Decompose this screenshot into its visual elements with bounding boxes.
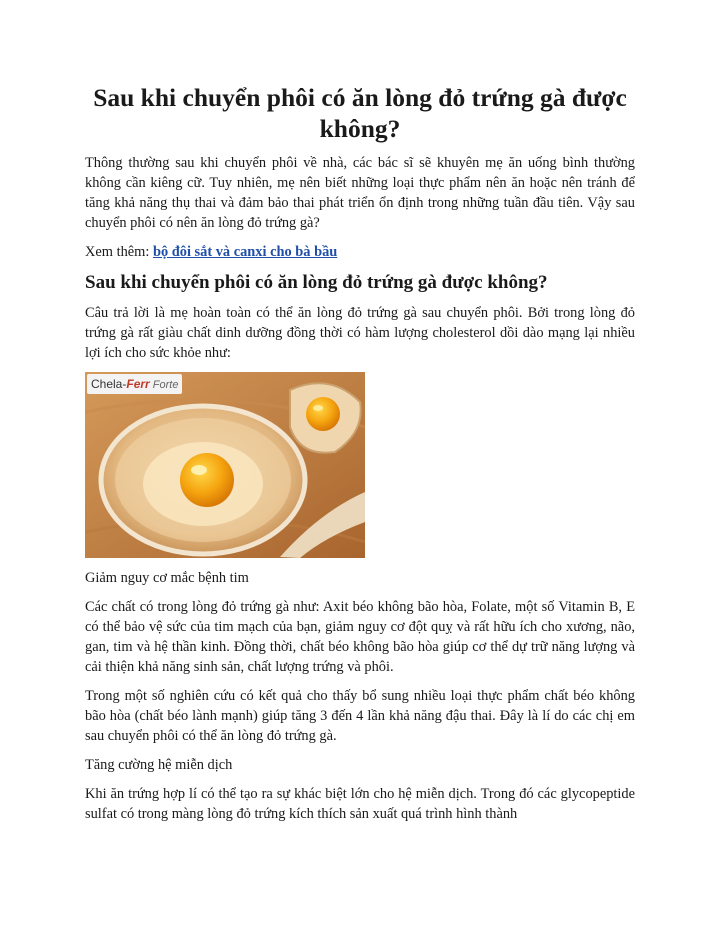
see-also-prefix: Xem thêm: xyxy=(85,244,153,260)
brand-part-a: Chela- xyxy=(91,377,127,391)
brand-part-c: Forte xyxy=(149,379,179,391)
document-page xyxy=(85,82,635,833)
article-title: Sau khi chuyển phôi có ăn lòng đỏ trứng gà được không? xyxy=(93,83,627,143)
subheading-heart: Giảm nguy cơ mắc bệnh tim xyxy=(85,570,249,586)
intro-paragraph: Thông thường sau khi chuyển phôi về nhà, các bác sĩ sẽ khuyên mẹ ăn uống bình thường không cần kiêng cữ. Tuy nhiên, mẹ nên biết những loại thực phẩm nên ăn hoặc nên tránh để tăng khả năng thụ thai và đảm bảo thai phát triển ổn định trong những tuần đầu tiên. Vậy sau chuyển phôi có nên ăn lòng đỏ trứng gà? xyxy=(85,155,635,231)
egg-yolk-illustration xyxy=(85,372,365,558)
see-also-link[interactable]: bộ đôi sắt và canxi cho bà bầu xyxy=(152,244,338,260)
paragraph-heart: Các chất có trong lòng đỏ trứng gà như: Axit béo không bão hòa, Folate, một số Vitamin B, E có thể bảo vệ sức của tim mạch của bạn, giảm nguy cơ đột quỵ và rất hữu ích cho xương, não, gan, tim và hệ thần kinh. Đồng thời, chất béo không bão hòa giúp cơ thể dự trữ năng lượng và cải thiện khả năng sinh sản, chất lượng trứng và phôi. xyxy=(85,599,635,675)
see-also-line xyxy=(85,242,635,262)
brand-part-b: Ferr xyxy=(126,377,150,391)
paragraph-immunity: Khi ăn trứng hợp lí có thể tạo ra sự khác biệt lớn cho hệ miễn dịch. Trong đó các glycopeptide sulfat có trong màng lòng đỏ trứng kích thích sản xuất quá trình hình thành xyxy=(85,786,635,822)
section-heading: Sau khi chuyển phôi có ăn lòng đỏ trứng gà được không? xyxy=(85,272,548,293)
answer-paragraph: Câu trả lời là mẹ hoàn toàn có thể ăn lòng đỏ trứng gà sau chuyển phôi. Bởi trong lòng đỏ trứng gà rất giàu chất dinh dưỡng đồng thời có hàm lượng cholesterol dồi dào mạng lại nhiều lợi ích cho sức khỏe như: xyxy=(85,305,635,361)
egg-yolk-photo xyxy=(85,372,365,558)
brand-watermark xyxy=(87,374,182,394)
subheading-immunity: Tăng cường hệ miễn dịch xyxy=(85,757,233,773)
paragraph-fertility: Trong một số nghiên cứu có kết quả cho thấy bổ sung nhiều loại thực phẩm chất béo không bão hòa (chất béo lành mạnh) giúp tăng 3 đến 4 lần khả năng đậu thai. Đây là lí do các chị em sau chuyển phôi có thể ăn lòng đỏ trứng gà. xyxy=(85,688,635,744)
